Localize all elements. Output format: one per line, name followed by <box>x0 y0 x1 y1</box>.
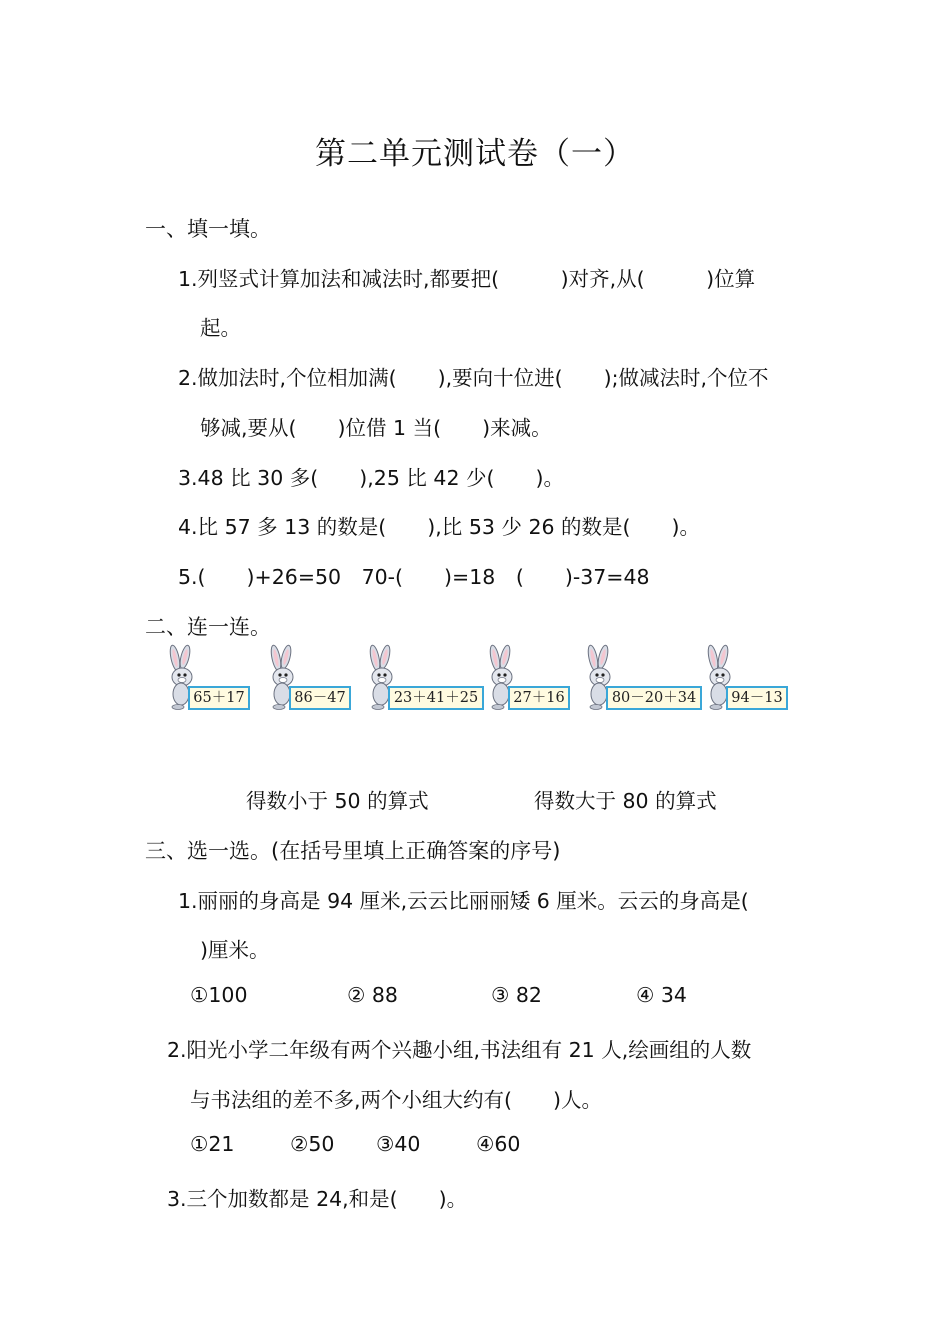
s3-q2-option-1: ①21 <box>190 1132 235 1156</box>
expression-card[interactable]: 65＋17 <box>188 686 250 710</box>
expression-card[interactable]: 27＋16 <box>508 686 570 710</box>
expression-card[interactable]: 23＋41＋25 <box>388 686 484 710</box>
s3-q1-line1: 1.丽丽的身高是 94 厘米,云云比丽丽矮 6 厘米。云云的身高是( <box>178 889 749 913</box>
s3-q2-line2: 与书法组的差不多,两个小组大约有( )人。 <box>190 1088 603 1112</box>
bunny-card-6 <box>704 644 790 712</box>
label-less-than-50: 得数小于 50 的算式 <box>246 789 429 813</box>
expression-card[interactable]: 94－13 <box>726 686 788 710</box>
s1-q1-line2: 起。 <box>200 316 241 340</box>
expression-card[interactable]: 86－47 <box>289 686 351 710</box>
s3-q1-line2: )厘米。 <box>200 938 270 962</box>
s1-q5: 5.( )+26=50 70-( )=18 ( )-37=48 <box>178 565 650 589</box>
s3-q2-option-3: ③40 <box>376 1132 421 1156</box>
page-title: 第二单元测试卷（一） <box>315 136 635 172</box>
s1-q3: 3.48 比 30 多( ),25 比 42 少( )。 <box>178 466 565 490</box>
bunny-card-3 <box>366 644 486 712</box>
s1-q1-line1: 1.列竖式计算加法和减法时,都要把( )对齐,从( )位算 <box>178 267 756 291</box>
section-3-heading: 三、选一选。(在括号里填上正确答案的序号) <box>145 839 561 863</box>
section-2-heading: 二、连一连。 <box>145 615 271 639</box>
s1-q2-line2: 够减,要从( )位借 1 当( )来减。 <box>200 416 552 440</box>
bunny-card-4 <box>486 644 572 712</box>
bunny-card-1 <box>166 644 252 712</box>
s3-q2-line1: 2.阳光小学二年级有两个兴趣小组,书法组有 21 人,绘画组的人数 <box>167 1038 752 1062</box>
s1-q4: 4.比 57 多 13 的数是( ),比 53 少 26 的数是( )。 <box>178 515 701 539</box>
s3-q1-option-1: ①100 <box>190 983 248 1007</box>
s3-q1-option-4: ④ 34 <box>636 983 687 1007</box>
expression-card[interactable]: 80－20＋34 <box>606 686 702 710</box>
s3-q1-option-2: ② 88 <box>347 983 398 1007</box>
label-greater-than-80: 得数大于 80 的算式 <box>534 789 717 813</box>
s1-q2-line1: 2.做加法时,个位相加满( ),要向十位进( );做减法时,个位不 <box>178 366 769 390</box>
s3-q3: 3.三个加数都是 24,和是( )。 <box>167 1187 468 1211</box>
s3-q2-option-2: ②50 <box>290 1132 335 1156</box>
section-1-heading: 一、填一填。 <box>145 217 271 241</box>
bunny-card-5 <box>584 644 704 712</box>
s3-q1-option-3: ③ 82 <box>491 983 542 1007</box>
s3-q2-option-4: ④60 <box>476 1132 521 1156</box>
bunny-card-2 <box>267 644 353 712</box>
